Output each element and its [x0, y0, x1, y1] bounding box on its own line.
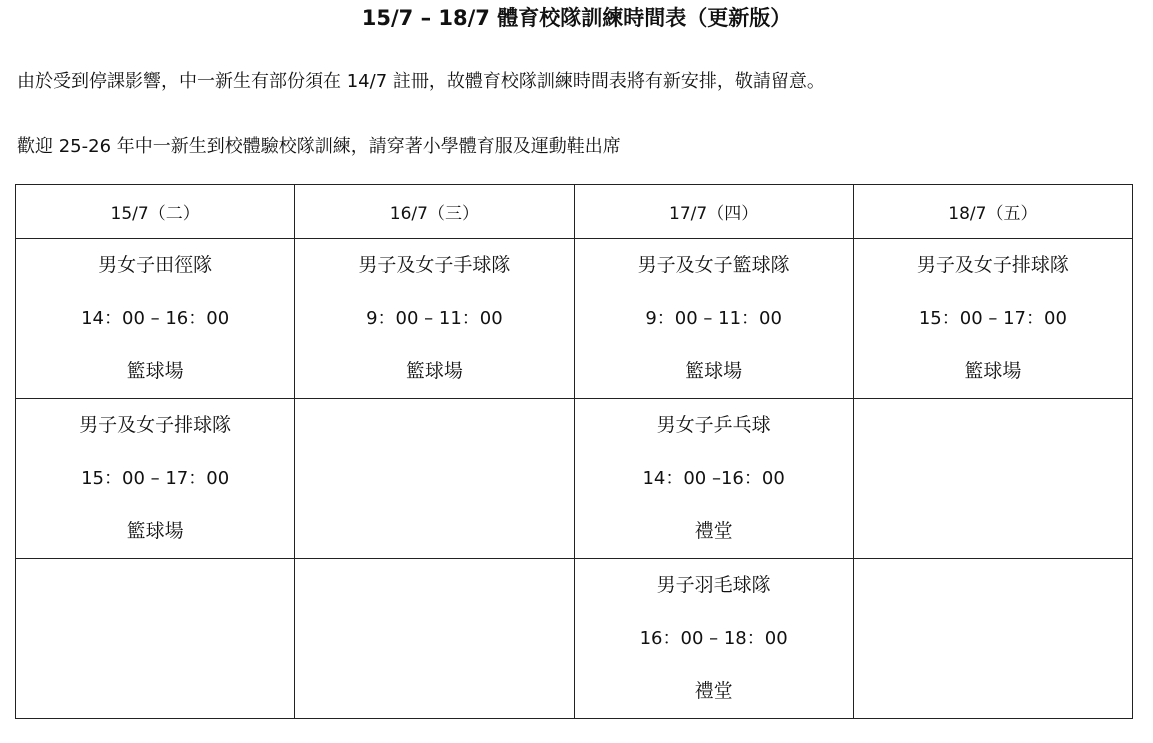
header-day-4: 18/7（五） — [853, 185, 1132, 239]
venue: 籃球場 — [405, 360, 463, 382]
schedule-cell — [295, 239, 574, 399]
header-day-3: 17/7（四） — [574, 185, 853, 239]
header-row — [16, 185, 1133, 239]
schedule-cell-empty — [853, 559, 1132, 719]
training-time: 14：00 –16：00 — [642, 468, 785, 489]
schedule-cell — [574, 399, 853, 559]
header-day-1: 15/7（二） — [16, 185, 295, 239]
schedule-cell — [574, 559, 853, 719]
training-schedule-table — [15, 184, 1133, 719]
venue: 禮堂 — [694, 520, 733, 542]
page-title: 15/7 – 18/7 體育校隊訓練時間表（更新版） — [361, 6, 792, 30]
venue: 籃球場 — [685, 360, 743, 382]
training-time: 9：00 – 11：00 — [645, 308, 782, 329]
table-row — [16, 399, 1133, 559]
venue: 籃球場 — [964, 360, 1022, 382]
schedule-cell — [574, 239, 853, 399]
team-name: 男子及女子籃球隊 — [637, 254, 790, 276]
schedule-cell-empty — [295, 559, 574, 719]
schedule-cell — [16, 239, 295, 399]
table-row — [16, 239, 1133, 399]
training-time: 9：00 – 11：00 — [366, 308, 503, 329]
schedule-cell — [16, 399, 295, 559]
schedule-cell-empty — [853, 399, 1132, 559]
training-time: 15：00 – 17：00 — [81, 468, 230, 489]
team-name: 男子羽毛球隊 — [656, 574, 771, 596]
venue: 籃球場 — [126, 360, 184, 382]
team-name: 男女子田徑隊 — [98, 254, 213, 276]
schedule-cell-empty — [295, 399, 574, 559]
notice-welcome: 歡迎 25-26 年中一新生到校體驗校隊訓練，請穿著小學體育服及運動鞋出席 — [17, 136, 621, 157]
schedule-cell-empty — [16, 559, 295, 719]
team-name: 男女子乒乓球 — [656, 414, 771, 436]
training-time: 15：00 – 17：00 — [918, 308, 1067, 329]
team-name: 男子及女子手球隊 — [358, 254, 511, 276]
notice-registration: 由於受到停課影響，中一新生有部份須在 14/7 註冊，故體育校隊訓練時間表將有新安排，敬請留意。 — [17, 71, 825, 92]
venue: 籃球場 — [126, 520, 184, 542]
team-name: 男子及女子排球隊 — [916, 254, 1069, 276]
header-day-2: 16/7（三） — [295, 185, 574, 239]
table-row — [16, 559, 1133, 719]
team-name: 男子及女子排球隊 — [79, 414, 232, 436]
venue: 禮堂 — [694, 680, 733, 702]
training-time: 14：00 – 16：00 — [81, 308, 230, 329]
schedule-cell — [853, 239, 1132, 399]
training-time: 16：00 – 18：00 — [639, 628, 788, 649]
